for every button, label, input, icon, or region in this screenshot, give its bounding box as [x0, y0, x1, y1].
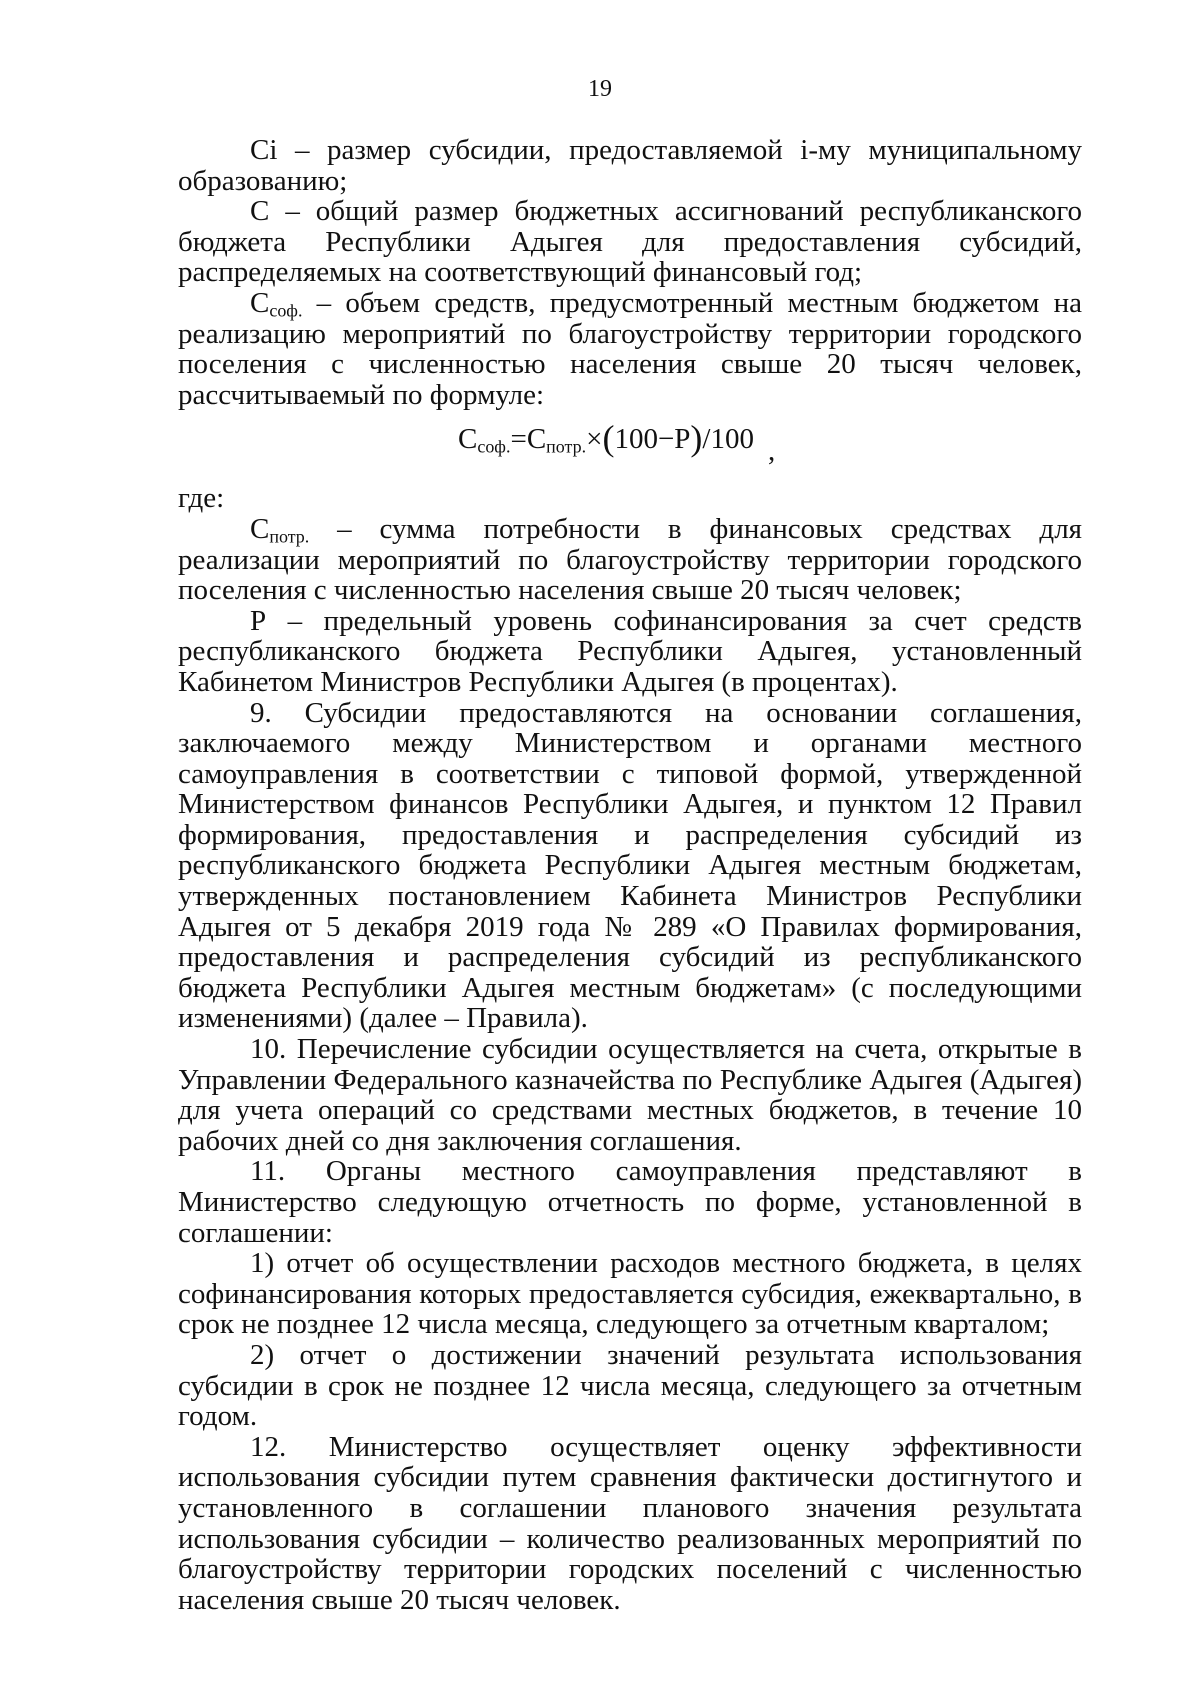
formula-equals: = — [510, 423, 527, 456]
formula-close-paren: ) — [690, 418, 703, 459]
definition-cpotr-text: – сумма потребности в финансовых средствах для реализации мероприятий по благоустройству территории городского поселения с численностью населения свыше 20 тысяч человек; — [178, 512, 1082, 607]
definition-cpotr — [178, 514, 1082, 606]
where-label: где: — [178, 482, 225, 515]
paragraph-11: 11. Органы местного самоуправления представляют в Министерство следующую отчетность по форме, установленной в соглашении: — [178, 1155, 1082, 1249]
definition-c — [178, 196, 1082, 288]
definition-csof — [178, 288, 1082, 410]
definition-c-text: – общий размер бюджетных ассигнований республиканского бюджета Республики Адыгея для предоставления субсидий, распределяемых на соответствующий финансовый год; — [178, 195, 1082, 289]
definition-csof-text: – объем средств, предусмотренный местным бюджетом на реализацию мероприятий по благоустройству территории городского поселения с численностью населения свыше 20 тысяч человек, рассчитываемый по формуле: — [178, 286, 1082, 411]
paragraph-11-item-1: 1) отчет об осуществлении расходов местного бюджета, в целях софинансирования которых предоставляется субсидия, ежеквартально, в срок не позднее 12 числа месяца, следующего за отчетным кварталом; — [178, 1247, 1082, 1341]
paragraph-10: 10. Перечисление субсидии осуществляется на счета, открытые в Управлении Федерального казначейства по Республике Адыгея (Адыгея) для учета операций со средствами местных бюджетов, в течение 10 рабочих дней со дня заключения соглашения. — [178, 1033, 1082, 1157]
paragraph-11-item-2: 2) отчет о достижении значений результата использования субсидии в срок не позднее 12 числа месяца, следующего за отчетным годом. — [178, 1338, 1082, 1433]
definition-ci — [178, 135, 1082, 196]
definition-p: Р – предельный уровень софинансирования за счет средств республиканского бюджета Республики Адыгея, установленный Кабинетом Министров Республики Адыгея (в процентах). — [178, 604, 1082, 698]
formula-rhs-subscript: потр. — [546, 436, 587, 457]
symbol-cpotr-base: С — [250, 512, 270, 545]
formula-open-paren: ( — [602, 418, 615, 459]
formula-divide: /100 — [702, 423, 754, 456]
formula-trailing-comma: , — [767, 435, 776, 468]
formula-inner: 100−Р — [614, 423, 691, 456]
document-body — [178, 135, 1082, 1615]
formula-rhs-base: С — [526, 423, 547, 456]
definition-ci-text: – размер субсидии, предоставляемой i-му муниципальному образованию; — [178, 134, 1082, 197]
symbol-csof-subscript: соф. — [269, 300, 303, 321]
formula-times: × — [586, 423, 603, 456]
symbol-c: С — [250, 195, 270, 228]
formula — [178, 418, 1082, 471]
page-number: 19 — [588, 76, 612, 102]
formula-lhs-base: С — [458, 423, 478, 456]
symbol-cpotr-subscript: потр. — [269, 526, 310, 547]
formula-lhs-subscript: соф. — [477, 436, 511, 457]
symbol-ci: Ci — [250, 134, 278, 166]
symbol-csof-base: С — [250, 286, 270, 319]
paragraph-12: 12. Министерство осуществляет оценку эффективности использования субсидии путем сравнения фактически достигнутого и установленного в соглашении планового значения результата использования субсидии – количество реализованных мероприятий по благоустройству территории городских поселений с численностью населения свыше 20 тысяч человек. — [178, 1430, 1082, 1616]
paragraph-9: 9. Субсидии предоставляются на основании соглашения, заключаемого между Министерством и органами местного самоуправления в соответствии с типовой формой, утвержденной Министерством финансов Республики Адыгея, и пунктом 12 Правил формирования, предоставления и распределения субсидий из республиканского бюджета Республики Адыгея местным бюджетам, утвержденных постановлением Кабинета Министров Республики Адыгея от 5 декабря 2019 года № 289 «О Правилах формирования, предоставления и распределения субсидий из республиканского бюджета Республики Адыгея местным бюджетам» (с последующими изменениями) (далее – Правила). — [178, 696, 1082, 1035]
